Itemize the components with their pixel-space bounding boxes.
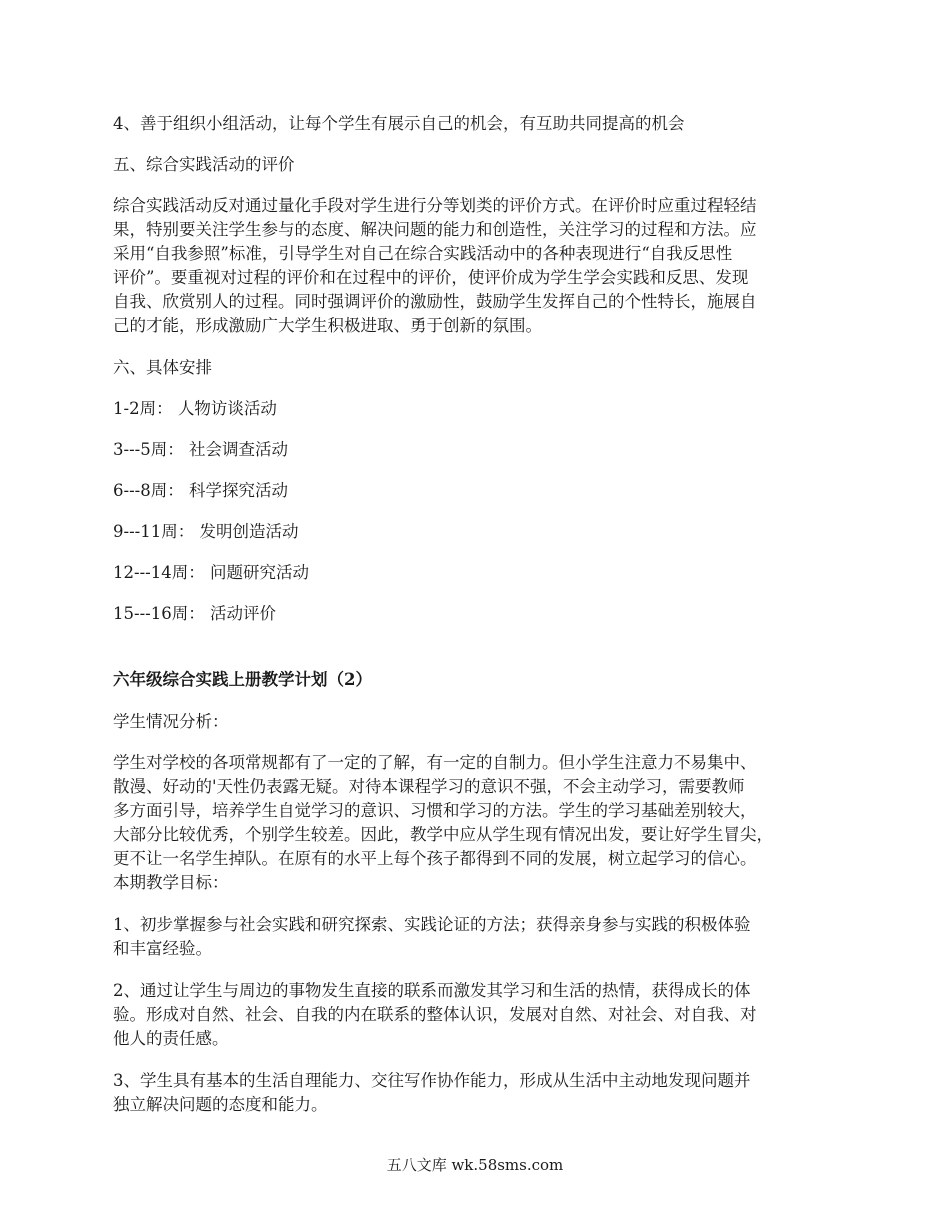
schedule-item: 1-2周： 人物访谈活动 (113, 399, 277, 418)
goal-item-3: 3、学生具有基本的生活自理能力、交往写作协作能力，形成从生活中主动地发现问题并 独立解决问题的态度和能力。 (113, 1071, 751, 1114)
schedule-item: 6---8周： 科学探究活动 (113, 481, 288, 500)
document-body (113, 112, 848, 1135)
analysis-paragraph: 学生对学校的各项常规都有了一定的了解，有一定的自制力。但小学生注意力不易集中、 散漫、好动的'天性仍表露无疑。对待本课程学习的意识不强，不会主动学习，需要教师 多方面引导，培养学生自觉学习的意识、习惯和学习的方法。学生的学习基础差别较大， 大部分比较优秀，个别学生较差。因此，教学中应从学生现有情况出发，要让好学生冒尖， 更不让一名学生掉队。在原有的水平上每个孩子都得到不同的发展，树立起学习的信心。 本期教学目标： (113, 753, 773, 892)
schedule-item: 15---16周： 活动评价 (113, 604, 276, 623)
analysis-label: 学生情况分析： (113, 712, 229, 731)
goal-item-1: 1、初步掌握参与社会实践和研究探索、实践论证的方法；获得亲身参与实践的积极体验 和丰富经验。 (113, 915, 751, 958)
document-title: 六年级综合实践上册教学计划（2） (113, 670, 372, 689)
schedule-item: 9---11周： 发明创造活动 (113, 522, 299, 541)
schedule-item: 12---14周： 问题研究活动 (113, 563, 309, 582)
goal-item-2: 2、通过让学生与周边的事物发生直接的联系而激发其学习和生活的热情，获得成长的体 验。形成对自然、社会、自我的内在联系的整体认识，发展对自然、对社会、对自我、对 他人的责任感。 (113, 981, 757, 1048)
schedule-item: 3---5周： 社会调查活动 (113, 440, 288, 459)
evaluation-paragraph: 综合实践活动反对通过量化手段对学生进行分等划类的评价方式。在评价时应重过程轻结 果，特别要关注学生参与的态度、解决问题的能力和创造性，关注学习的过程和方法。应 采用“自我参照”标准，引导学生对自己在综合实践活动中的各种表现进行“自我反思性 评价”。要重视对过程的评价和在过程中的评价，使评价成为学生学会实践和反思、发现 自我、欣赏别人的过程。同时强调评价的激励性，鼓励学生发挥自己的个性特长，施展自 己的才能，形成激励广大学生积极进取、勇于创新的氛围。 (113, 196, 757, 335)
section-heading-evaluation: 五、综合实践活动的评价 (113, 155, 295, 174)
item-4: 4、善于组织小组活动，让每个学生有展示自己的机会，有互助共同提高的机会 (113, 114, 685, 133)
section-heading-schedule: 六、具体安排 (113, 358, 212, 377)
footer-watermark: 五八文库 wk.58sms.com (386, 1156, 564, 1174)
